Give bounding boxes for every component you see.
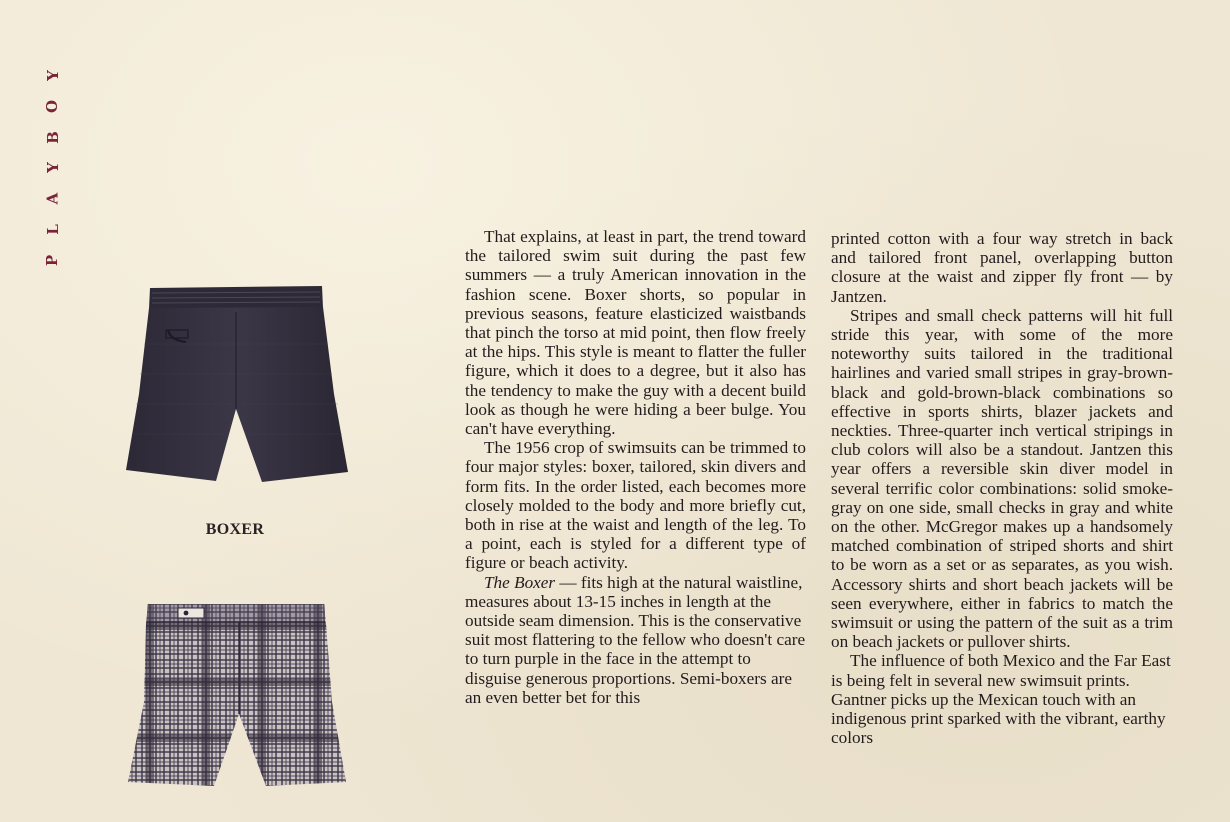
masthead-vertical	[40, 68, 66, 268]
masthead-letter: Y	[43, 70, 62, 81]
article-column-right	[831, 229, 1173, 747]
masthead-letter: L	[43, 224, 62, 235]
masthead-letter: P	[43, 254, 62, 267]
masthead-letter: A	[43, 192, 62, 205]
masthead-letter: Y	[43, 162, 62, 174]
paragraph: That explains, at least in part, the trend toward the tailored swim suit during the past few summers — a truly American innovation in the fashion scene. Boxer shorts, so popular in previous seasons, feature elasticized waistbands that pinch the torso at mid point, then flow freely at the hips. This style is meant to flatter the fuller figure, which it does to a degree, but it also has the tendency to make the guy with a decent build look as though he were hiding a beer bulge. You can't have everything.	[465, 227, 806, 439]
boxer-caption: BOXER	[205, 521, 265, 538]
paragraph: The influence of both Mexico and the Far East is being felt in several new swimsuit prints. Gantner picks up the Mexican touch with an indigenous print sparked with the vibrant, earthy colors	[831, 651, 1171, 748]
masthead-letter: B	[43, 130, 62, 144]
plaid-swimsuit-illustration	[126, 602, 348, 788]
paragraph: The 1956 crop of swimsuits can be trimmed to four major styles: boxer, tailored, skin divers and form fits. In the order listed, each becomes more closely molded to the body and more briefly cut, both in rise at the waist and length of the leg. To a point, each is styled for a different type of figure or beach activity.	[465, 438, 806, 573]
boxer-swimsuit-illustration	[124, 284, 350, 484]
paragraph-text: — fits high at the natural waistline, measures about 13-15 inches in length at the outside seam dimension. This is the conservative suit most flattering to the fellow who doesn't care to turn purple in the face in the attempt to disguise generous proportions. Semi-boxers are an even better bet for this	[465, 572, 806, 707]
paragraph: printed cotton with a four way stretch in back and tailored front panel, overlapping button closure at the waist and zipper fly front — by Jantzen.	[831, 229, 1173, 306]
paragraph: Stripes and small check patterns will hit full stride this year, with some of the more noteworthy suits tailored in the traditional hairlines and varied small stripes in gray-brown-black and gold-brown-black combinations so effective in sports shirts, blazer jackets and neckties. Three-quarter inch vertical stripings in club colors will also be a standout. Jantzen this year offers a reversible skin diver model in several terrific color combinations: solid smoke-gray on one side, small checks in gray and white on the other. McGregor makes up a handsomely matched combination of striped shorts and shirt to be worn as a set or as separates, as you wish. Accessory shirts and short beach jackets will be seen everywhere, either in fabrics to match the swimsuit or using the pattern of the suit as a trim on beach jackets or pullover shirts.	[831, 305, 1173, 652]
masthead-letter: O	[43, 99, 62, 113]
style-heading: The Boxer	[484, 572, 556, 592]
paragraph	[465, 573, 806, 707]
article-column-left	[465, 227, 806, 707]
